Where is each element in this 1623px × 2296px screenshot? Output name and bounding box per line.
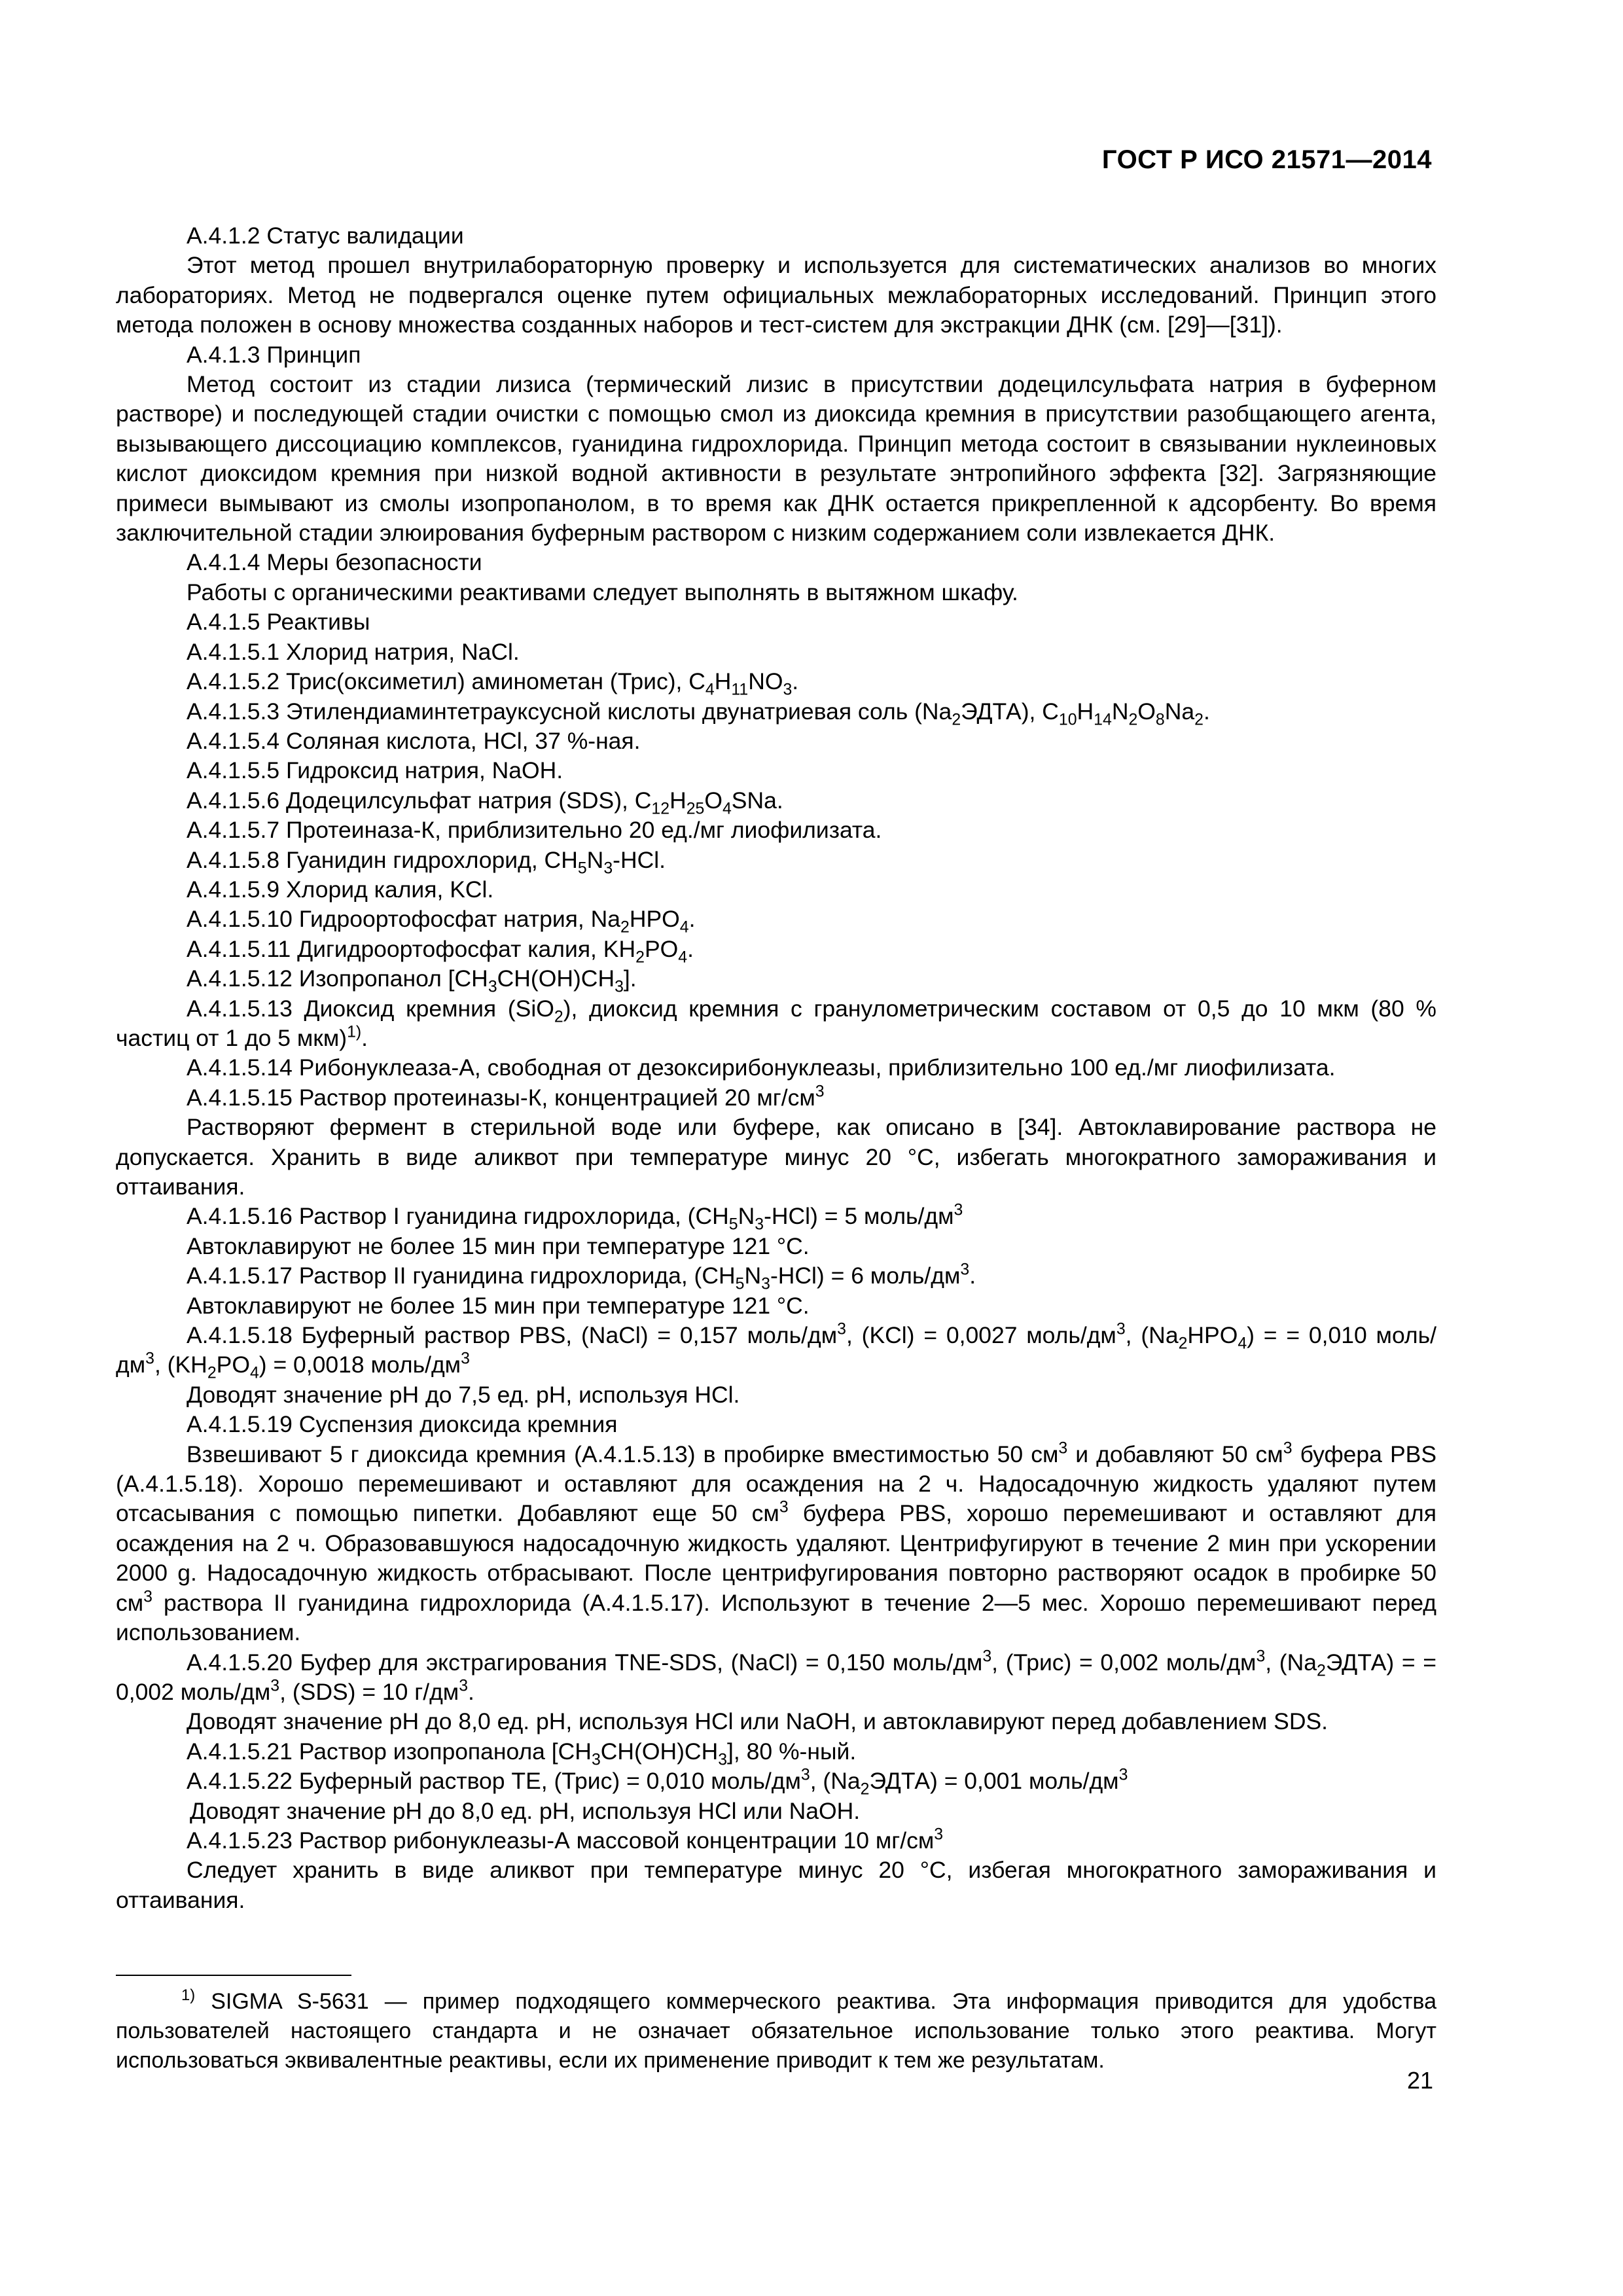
reagent-item: А.4.1.5.22 Буферный раствор TE, (Трис) = 0,010 моль/$дм^3$, $(Na_2ЭДТА) = 0,001$ моль/$дм^3$	[187, 1766, 1128, 1799]
reagent-item: А.4.1.5.19 Суспензия диоксида кремния	[187, 1411, 618, 1438]
reagent-note: Автоклавируют не более 15 мин при температуре 121 °C.	[187, 1232, 810, 1259]
footnote-divider	[116, 1975, 351, 1976]
reagent-item: А.4.1.5.17 Раствор II гуанидина гидрохлорида, $(CH_5N_3-HCl) = 6$ моль/$дм^3$.	[187, 1261, 976, 1293]
reagent-note: Доводят значение pH до 8,0 ед. pH, используя HCl или NaOH.	[190, 1797, 861, 1824]
reagent-item: А.4.1.5.20 Буфер для экстрагирования TNE-SDS, (NaCl) = 0,150 моль/$дм^3$, (Трис) = 0,002 моль/$дм^3$, $(Na_2ЭДТА)$ = = 0,002 моль/$дм^3$, (SDS) = 10 $г/дм^3$.	[116, 1647, 1437, 1705]
reagent-item: А.4.1.5.8 Гуанидин гидрохлорид, $CH_5N_3$-HCl.	[187, 846, 666, 878]
reagent-item: А.4.1.5.14 Рибонуклеаза-А, свободная от дезоксирибонуклеазы, приблизительно 100 ед./мг лиофилизата.	[187, 1054, 1336, 1081]
reagent-note: Доводят значение pH до 8,0 ед. pH, используя HCl или NaOH, и автоклавируют перед добавлением SDS.	[187, 1708, 1329, 1735]
footnote-ref: 1)	[347, 1023, 362, 1041]
reagent-item: А.4.1.5.16 Раствор I гуанидина гидрохлорида, $(CH_5N_3-HCl) = 5$ моль/$дм^3$	[187, 1201, 963, 1234]
reagent-item: А.4.1.5.23 Раствор рибонуклеазы-А массовой концентрации 10 $мг/см^3$	[187, 1825, 944, 1854]
footnote-text: $^{1)}$ SIGMA S-5631 — пример подходящего коммерческого реактива. Эта информация приводится для удобства пользователей настоящего стандарта и не означает обязательное использование только этого реактива. Могут использоваться эквивалентные реактивы, если их применение приводит к тем же результатам.	[116, 1986, 1436, 2073]
reagent-note: Доводят значение pH до 7,5 ед. pH, используя HCl.	[187, 1381, 740, 1408]
reagent-item: А.4.1.5.4 Соляная кислота, HCl, 37 %-ная.	[187, 727, 641, 754]
reagent-item: А.4.1.5.15 Раствор протеиназы-К, концентрацией 20 $мг/см^3$	[187, 1083, 825, 1111]
section-title-safety: А.4.1.4 Меры безопасности	[187, 549, 482, 576]
reagent-item: А.4.1.5.2 Трис(оксиметил) аминометан (Трис), $C_4H_{11}NO_3$.	[187, 668, 799, 699]
reagent-item: А.4.1.5.12 Изопропанол $[CH_3CH(OH)CH_3]$.	[187, 965, 637, 996]
footnote	[116, 1987, 1436, 2075]
reagent-item: А.4.1.5.7 Протеиназа-К, приблизительно 20 ед./мг лиофилизата.	[187, 817, 882, 844]
paragraph-safety: Работы с органическими реактивами следует выполнять в вытяжном шкафу.	[187, 579, 1018, 605]
reagent-item: А.4.1.5.1 Хлорид натрия, NaCl.	[187, 638, 520, 665]
paragraph-validation: Этот метод прошел внутрилабораторную проверку и используется для систематических анализов во многих лабораториях. Метод не подвергался оценке путем официальных межлабораторных исследований. Принцип этого метода положен в основу множества созданных наборов и тест-систем для экстракции ДНК (см. [29]—[31]).	[116, 252, 1436, 338]
section-title-validation: А.4.1.2 Статус валидации	[187, 223, 464, 249]
page-number: 21	[1406, 2067, 1433, 2094]
reagent-item: А.4.1.5.3 Этилендиаминтетрауксусной кислоты двунатриевая соль $(Na_2ЭДТА)$, $C_{10}H_{14}N_2O_8Na_2$.	[187, 698, 1210, 729]
reagent-item: А.4.1.5.6 Додецилсульфат натрия (SDS), $C_{12}H_{25}O_4SNa$.	[187, 787, 783, 818]
reagent-item: А.4.1.5.11 Дигидроортофосфат калия, $KH_2PO_4$.	[187, 935, 694, 967]
reagent-item: А.4.1.5.13 Диоксид кремния (SiO$_2$), диоксид кремния с гранулометрическим составом от 0,5 до 10 мкм (80 % частиц от 1 до 5 мкм)$^{1)}$.	[116, 995, 1436, 1051]
reagent-note: Следует хранить в виде аликвот при температуре минус 20 °C, избегая многократного замораживания и оттаивания.	[116, 1857, 1436, 1913]
document-body	[116, 221, 1436, 1915]
reagent-note: Взвешивают 5 г диоксида кремния (А.4.1.5.13) в пробирке вместимостью 50 $см^3$ и добавляют 50 $см^3$ буфера PBS (А.4.1.5.18). Хорошо перемешивают и оставляют для осаждения на 2 ч. Надосадочную жидкость удаляют путем отсасывания с помощью пипетки. Добавляют еще 50 $см^3$ буфера PBS, хорошо перемешивают и оставляют для осаждения на 2 ч. Образовавшуюся надосадочную жидкость удаляют. Центрифугируют в течение 2 мин при ускорении 2000 g. Надосадочную жидкость отбрасывают. После центрифугирования повторно растворяют осадок в пробирке 50 $см^3$ раствора II гуанидина гидрохлорида (А.4.1.5.17). Используют в течение 2—5 мес. Хорошо перемешивают перед использованием.	[116, 1439, 1436, 1646]
paragraph-principle: Метод состоит из стадии лизиса (термический лизис в присутствии додецилсульфата натрия в буферном растворе) и последующей стадии очистки с помощью смол из диоксида кремния в присутствии разобщающего агента, вызывающего диссоциацию комплексов, гуанидина гидрохлорида. Принцип метода состоит в связывании нуклеиновых кислот диоксидом кремния при низкой водной активности в результате энтропийного эффекта [32]. Загрязняющие примеси вымывают из смолы изопропанолом, в то время как ДНК остается прикрепленной к адсорбенту. Во время заключительной стадии элюирования буферным раствором с низким содержанием соли извлекается ДНК.	[116, 371, 1436, 547]
document-header: ГОСТ Р ИСО 21571—2014	[1101, 145, 1432, 174]
reagent-note: Растворяют фермент в стерильной воде или буфере, как описано в [34]. Автоклавирование раствора не допускается. Хранить в виде аликвот при температуре минус 20 °C, избегать многократного замораживания и оттаивания.	[116, 1114, 1436, 1200]
section-title-principle: А.4.1.3 Принцип	[187, 341, 361, 368]
reagent-item: А.4.1.5.21 Раствор изопропанола $[CH_3CH(OH)CH_3]$, 80 %-ный.	[187, 1738, 857, 1769]
reagent-item: А.4.1.5.5 Гидроксид натрия, NaOH.	[187, 757, 563, 784]
reagent-item: А.4.1.5.10 Гидроортофосфат натрия, $Na_2HPO_4$.	[187, 906, 696, 937]
section-title-reagents: А.4.1.5 Реактивы	[187, 609, 370, 636]
footnote-marker: 1)	[181, 1986, 196, 2004]
reagent-note: Автоклавируют не более 15 мин при температуре 121 °C.	[187, 1292, 810, 1319]
reagent-item: А.4.1.5.18 Буферный раствор PBS, (NaCl) = 0,157 моль/$дм^3$, (KCl) = 0,0027 моль/$дм^3$, $(Na_2HPO_4)$ = = 0,010 моль/$дм^3$, $(KH_2PO_4) = 0,0018$ моль/$дм^3$	[116, 1320, 1437, 1383]
reagent-item: А.4.1.5.9 Хлорид калия, KCl.	[187, 876, 494, 903]
